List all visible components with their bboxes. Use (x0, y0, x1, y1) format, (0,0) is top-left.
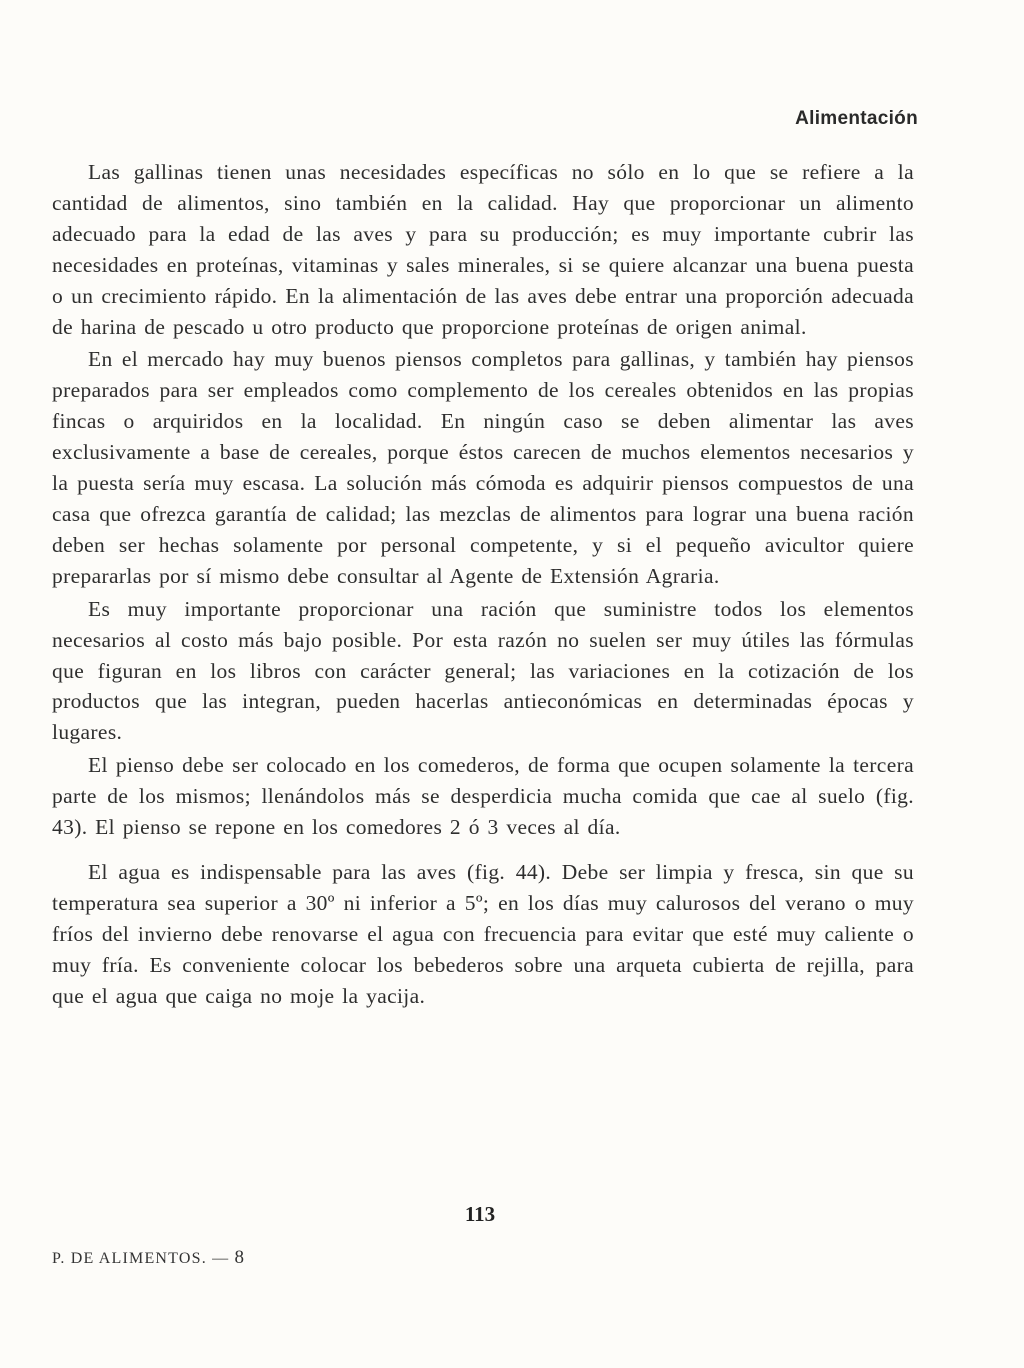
signature-number: 8 (234, 1247, 245, 1268)
signature-label: P. DE ALIMENTOS. — (52, 1250, 230, 1267)
paragraph-2: En el mercado hay muy buenos piensos completos para gallinas, y también hay piensos preparados para ser empleados como complemento de los cereales obtenidos en las propias fincas o arquiridos en la localidad. En ningún caso se deben alimentar las aves exclusivamente a base de cereales, porque éstos carecen de muchos elementos necesarios y la puesta sería muy escasa. La solución más cómoda es adquirir piensos compuestos de una casa que ofrezca garantía de calidad; las mezclas de alimentos para lograr una buena ración deben ser hechas solamente por personal competente, y si el pequeño avicultor quiere prepararlas por sí mismo debe consultar al Agente de Extensión Agraria. (52, 347, 914, 588)
body-text (52, 157, 914, 1011)
paragraph-3: Es muy importante proporcionar una ración que suministre todos los elementos necesarios al costo más bajo posible. Por esta razón no suelen ser muy útiles las fórmulas que figuran en los libros con carácter general; las variaciones en la cotización de los productos que las integran, pueden hacerlas antieconómicas en determinadas épocas y lugares. (52, 596, 914, 745)
page-number: 113 (464, 1202, 496, 1226)
printer-signature-mark (52, 1247, 244, 1269)
paragraph-5: El agua es indispensable para las aves (fig. 44). Debe ser limpia y fresca, sin que su temperatura sea superior a 30º ni inferior a 5º; en los días muy calurosos del verano o muy fríos del invierno debe renovarse el agua con frecuencia para evitar que esté muy caliente o muy fría. Es conveniente colocar los bebederos sobre una arqueta cubierta de rejilla, para que el agua que caiga no moje la yacija. (52, 859, 914, 1008)
paragraph-1: Las gallinas tienen unas necesidades específicas no sólo en lo que se refiere a la cantidad de alimentos, sino también en la calidad. Hay que proporcionar un alimento adecuado para la edad de las aves y para su producción; es muy importante cubrir las necesidades en proteínas, vitaminas y sales minerales, si se quiere alcanzar una buena puesta o un crecimiento rápido. En la alimentación de las aves debe entrar una proporción adecuada de harina de pescado u otro producto que proporcione proteínas de origen animal. (52, 160, 914, 339)
running-head: Alimentación (795, 108, 918, 129)
paragraph-4: El pienso debe ser colocado en los comederos, de forma que ocupen solamente la tercera parte de los mismos; llenándolos más se desperdicia mucha comida que cae al suelo (fig. 43). El pienso se repone en los comedores 2 ó 3 veces al día. (52, 753, 914, 840)
